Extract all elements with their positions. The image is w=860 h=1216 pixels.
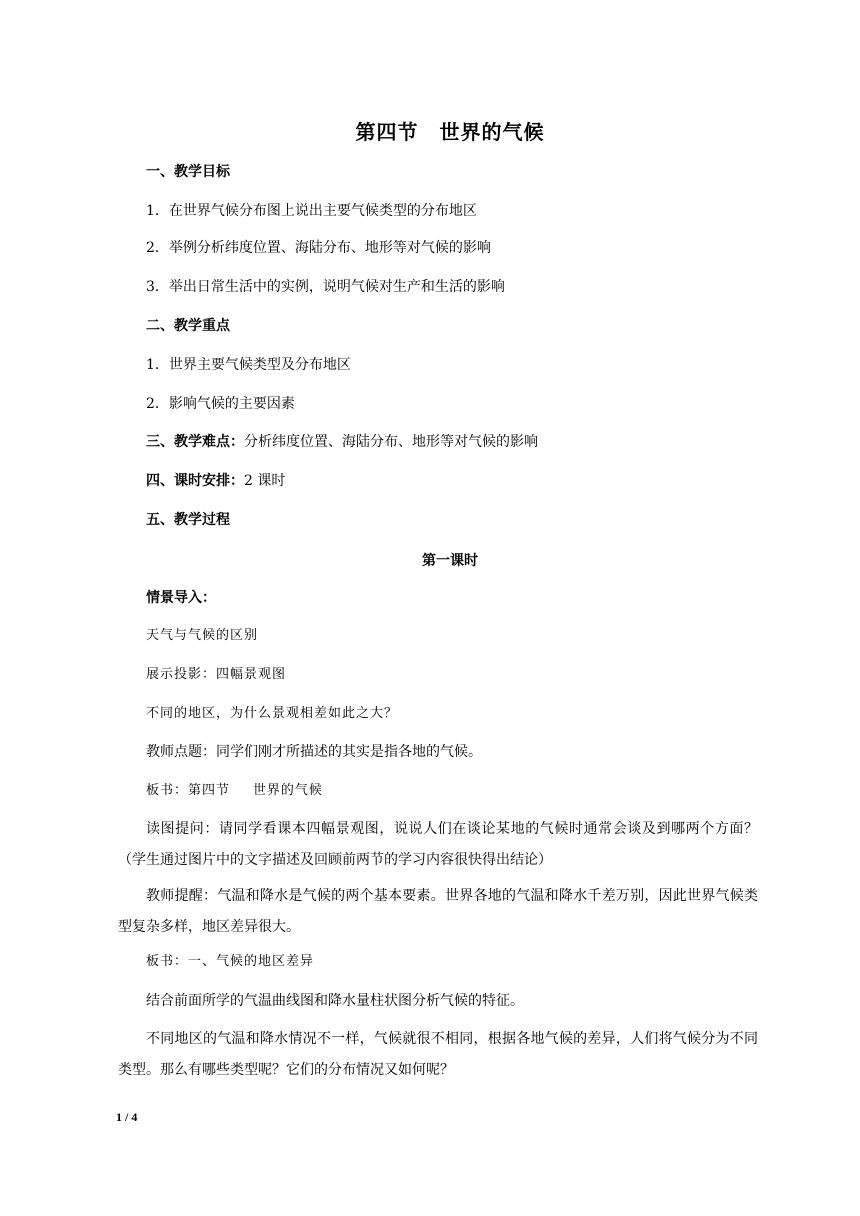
page-title: 第四节 世界的气候 <box>355 120 545 144</box>
key-point-item-2: 2．影响气候的主要因素 <box>146 396 295 412</box>
schedule-text: 2 课时 <box>244 473 286 489</box>
key-points-heading: 二、教学重点 <box>146 318 230 334</box>
lesson-title: 第一课时 <box>422 553 478 569</box>
process-line-4: 教师点题：同学们刚才所描述的其实是指各地的气候。 <box>146 744 482 760</box>
key-point-item-1: 1．世界主要气候类型及分布地区 <box>146 357 351 373</box>
process-line-2: 展示投影：四幅景观图 <box>146 667 287 682</box>
schedule-line <box>146 471 285 491</box>
objectives-heading: 一、教学目标 <box>146 164 230 180</box>
board-writing-1: 板书：第四节 世界的气候 <box>146 783 323 798</box>
board-writing-2: 板书：一、气候的地区差异 <box>146 954 315 969</box>
difficulty-line <box>146 432 538 452</box>
process-line-1: 天气与气候的区别 <box>146 628 259 643</box>
process-line-3: 不同的地区，为什么景观相差如此之大？ <box>146 706 399 721</box>
objective-item-1: 1．在世界气候分布图上说出主要气候类型的分布地区 <box>146 203 477 219</box>
paragraph-teacher-reminder: 教师提醒：气温和降水是气候的两个基本要素。世界各地的气温和降水千差万别，因此世界气候类型复杂多样，地区差异很大。 <box>118 888 758 935</box>
difficulty-heading: 三、教学难点： <box>146 434 244 450</box>
objective-item-3: 3．举出日常生活中的实例，说明气候对生产和生活的影响 <box>146 279 505 295</box>
objective-item-2: 2．举例分析纬度位置、海陆分布、地形等对气候的影响 <box>146 240 491 256</box>
process-heading: 五、教学过程 <box>146 512 230 528</box>
schedule-heading: 四、课时安排： <box>146 473 244 489</box>
paragraph-analysis: 结合前面所学的气温曲线图和降水量柱状图分析气候的特征。 <box>146 993 524 1009</box>
paragraph-climate-types: 不同地区的气温和降水情况不一样，气候就很不相同，根据各地气候的差异，人们将气候分为不同类型。那么有哪些类型呢？它们的分布情况又如何呢？ <box>118 1031 758 1078</box>
intro-heading: 情景导入： <box>146 590 216 606</box>
paragraph-reading-question: 读图提问：请同学看课本四幅景观图，说说人们在谈论某地的气候时通常会谈及到哪两个方面？（学生通过图片中的文字描述及回顾前两节的学习内容很快得出结论） <box>118 821 758 868</box>
page-number: 1 / 4 <box>116 1110 138 1124</box>
difficulty-text: 分析纬度位置、海陆分布、地形等对气候的影响 <box>244 434 538 450</box>
